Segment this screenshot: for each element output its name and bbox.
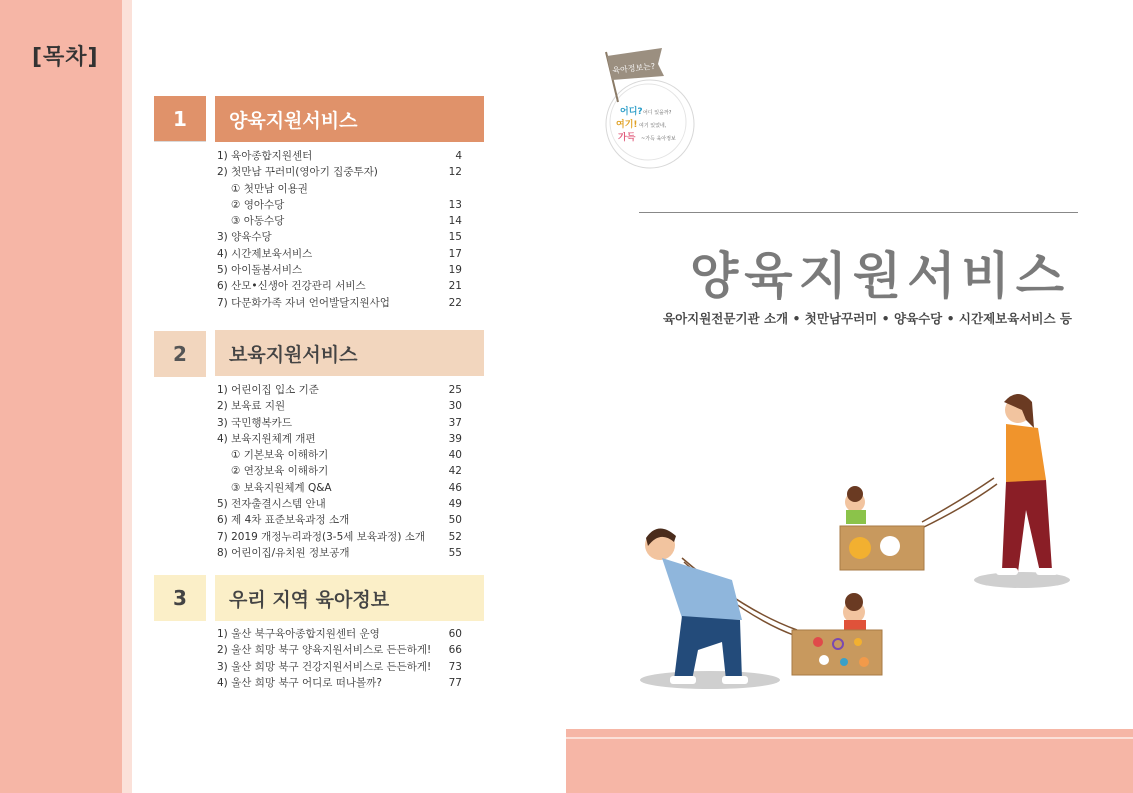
logo-line3: 가득 (618, 133, 636, 143)
section-items (217, 626, 462, 691)
left-decor-stripe (122, 0, 132, 793)
toc-subitem[interactable]: ③ 보육지원체계 Q&A 46 (231, 481, 462, 494)
section-items (217, 382, 462, 561)
toc-item[interactable]: 8) 어린이집/유치원 정보공개 55 (217, 546, 462, 559)
toc-item[interactable]: 1) 울산 북구육아종합지원센터 운영 60 (217, 628, 462, 640)
toc-item[interactable]: 5) 전자출결시스템 안내 49 (217, 498, 462, 511)
divider (154, 141, 206, 142)
cover-title: 양육지원서비스 (690, 247, 1071, 305)
toc-item[interactable]: 7) 다문화가족 자녀 언어발달지원사업 22 (217, 296, 462, 309)
left-decor-band (0, 0, 122, 793)
toc-item[interactable]: 2) 울산 희망 북구 양육지원서비스로 든든하게! 66 (217, 644, 462, 657)
cover-subtitle: 육아지원전문기관 소개 • 첫만남꾸러미 • 양육수당 • 시간제보육서비스 등 (663, 311, 1072, 326)
section-number: 3 (154, 575, 206, 621)
toc-item[interactable]: 3) 울산 희망 북구 건강지원서비스로 든든하게! 73 (217, 660, 462, 673)
toc-subitem[interactable]: ① 기본보육 이해하기 40 (231, 449, 462, 462)
toc-item[interactable]: 2) 첫만남 꾸러미(영아기 집중투자) 12 (217, 166, 462, 179)
toc-subitem[interactable]: ② 영아수당 13 (231, 198, 462, 211)
toc-subitem[interactable]: ③ 아동수당 14 (231, 215, 462, 228)
toc-item[interactable]: 1) 육아종합지원센터 4 (217, 150, 462, 162)
title-rule (639, 212, 1078, 213)
toc-item[interactable]: 6) 산모•신생아 건강관리 서비스 21 (217, 280, 462, 293)
logo-flag-text: 육아정보는? (611, 61, 656, 76)
toc-item[interactable]: 4) 보육지원체계 개편 39 (217, 432, 462, 445)
logo-line2: 여기! (616, 120, 638, 130)
section-title: 우리 지역 육아정보 (215, 575, 484, 621)
toc-item[interactable]: 7) 2019 개정누리과정(3-5세 보육과정) 소개 52 (217, 530, 462, 543)
toc-item[interactable]: 2) 보육료 지원 30 (217, 400, 462, 413)
logo (598, 42, 708, 172)
svg-text:~가득 육아정보: ~가득 육아정보 (641, 136, 676, 142)
toc-item[interactable]: 5) 아이돌봄서비스 19 (217, 264, 462, 277)
section-items (217, 148, 462, 311)
toc-item[interactable]: 1) 어린이집 입소 기준 25 (217, 384, 462, 396)
section-title: 보육지원서비스 (215, 330, 484, 376)
bottom-decor-stripe (566, 737, 1133, 739)
toc-subitem[interactable]: ① 첫만남 이용권 (231, 182, 308, 195)
logo-graphic (598, 42, 708, 172)
toc-item[interactable]: 3) 국민행복카드 37 (217, 416, 462, 429)
toc-item[interactable]: 3) 양육수당 15 (217, 231, 462, 244)
section-title: 양육지원서비스 (215, 96, 484, 142)
family-illustration (622, 380, 1086, 700)
toc-label: [목차] (32, 45, 99, 70)
section-number: 1 (154, 96, 206, 142)
toc-item[interactable]: 4) 울산 희망 북구 어디로 떠나볼까? 77 (217, 676, 462, 689)
section-number: 2 (154, 331, 206, 377)
toc-item[interactable]: 6) 제 4차 표준보육과정 소개 50 (217, 514, 462, 527)
toc-subitem[interactable]: ② 연장보육 이해하기 42 (231, 465, 462, 478)
toc-item[interactable]: 4) 시간제보육서비스 17 (217, 247, 462, 260)
svg-text:어디 있을까?: 어디 있을까? (643, 110, 672, 116)
svg-text:여기 있었네,: 여기 있었네, (639, 123, 667, 129)
logo-line1: 어디? (620, 107, 643, 117)
